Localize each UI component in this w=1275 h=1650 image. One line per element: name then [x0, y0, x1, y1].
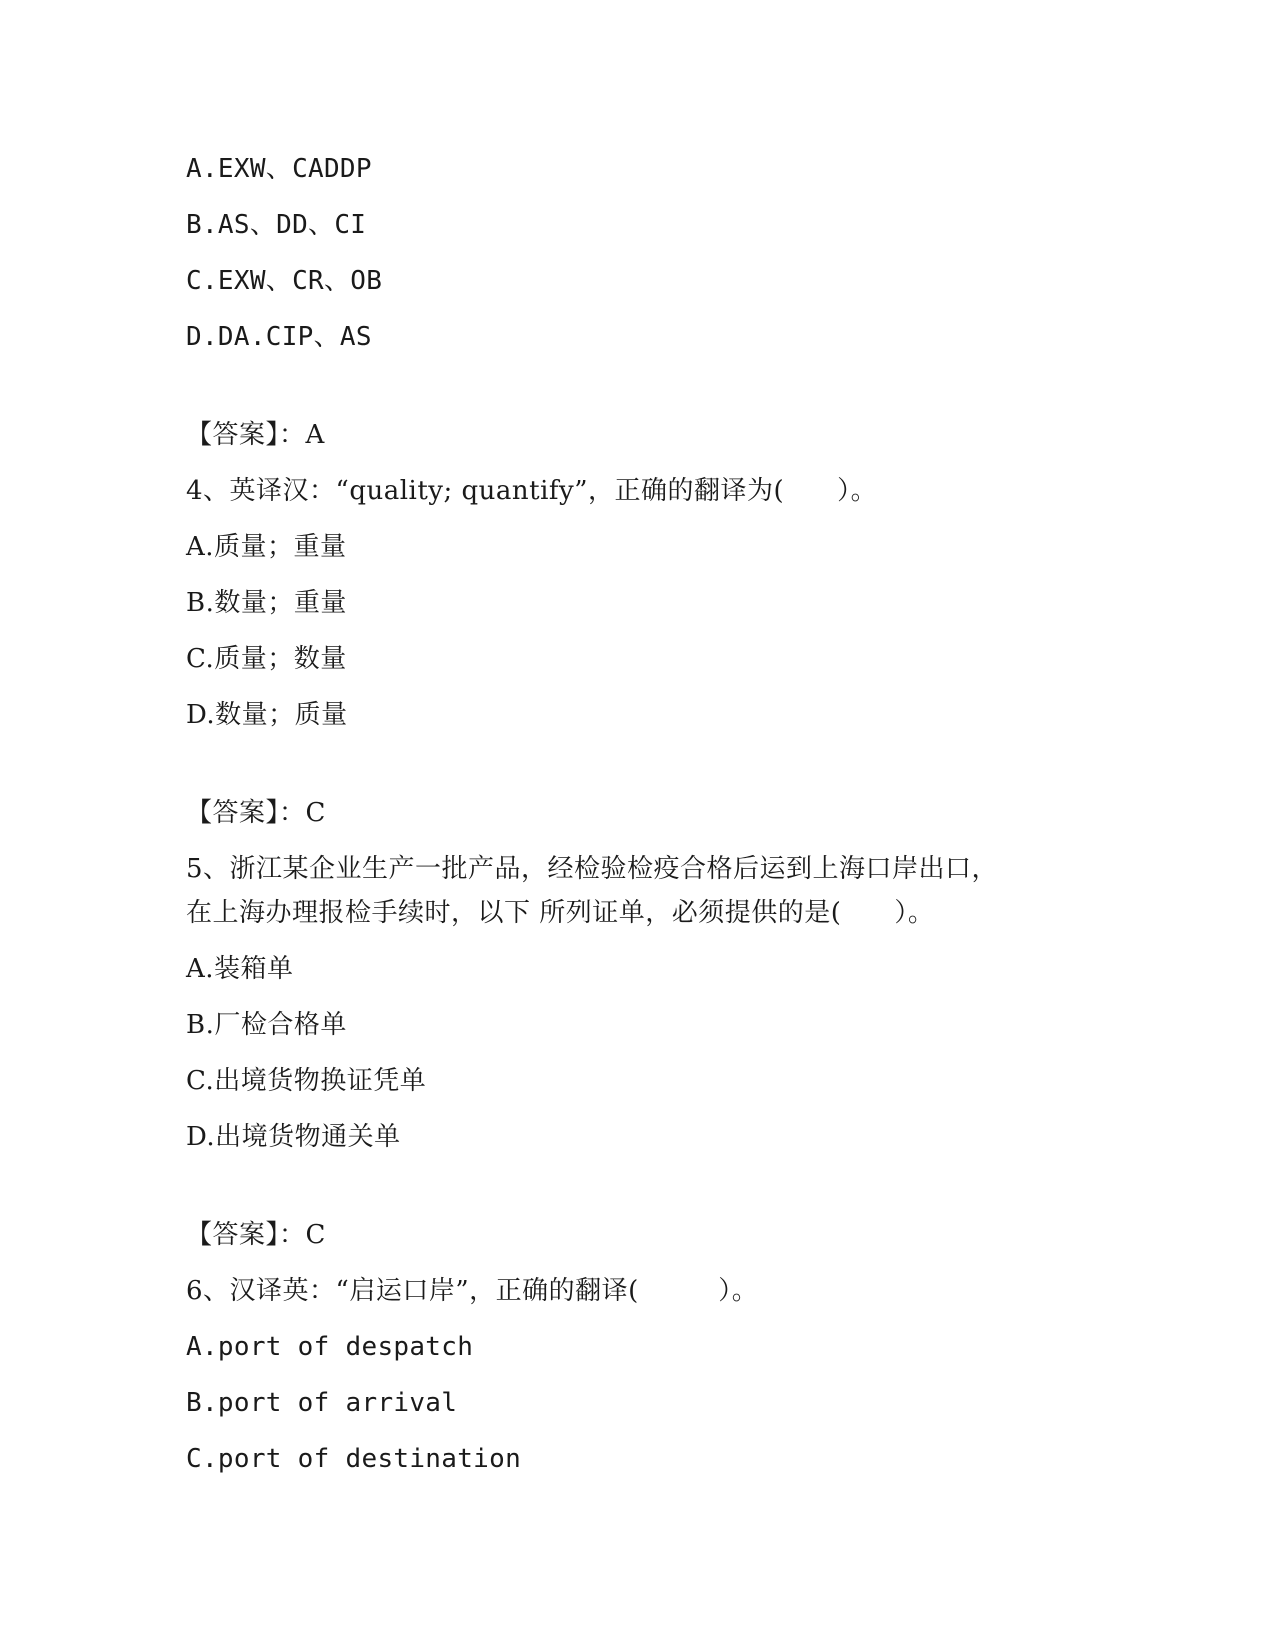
q5-option-d: D.出境货物通关单	[186, 1122, 401, 1152]
q5-option-b: B.厂检合格单	[186, 1010, 347, 1040]
q3-option-d: D.DA.CIP、AS	[186, 322, 372, 352]
q3-option-b: B.AS、DD、CI	[186, 210, 367, 240]
q6-option-a: A.port of despatch	[186, 1332, 474, 1362]
q4-answer: 【答案】：C	[186, 798, 326, 828]
q5-answer: 【答案】：C	[186, 1220, 326, 1250]
q4-option-c: C.质量；数量	[186, 644, 347, 674]
q3-answer: 【答案】：A	[186, 420, 325, 450]
q5-stem-line1: 5、浙江某企业生产一批产品，经检验检疫合格后运到上海口岸出口，	[186, 854, 999, 884]
q4-option-b: B.数量；重量	[186, 588, 347, 618]
q6-option-c: C.port of destination	[186, 1444, 522, 1474]
q5-option-c: C.出境货物换证凭单	[186, 1066, 427, 1096]
q3-option-a: A.EXW、CADDP	[186, 154, 372, 184]
q6-option-b: B.port of arrival	[186, 1388, 458, 1418]
q4-stem: 4、英译汉：“quality; quantify”，正确的翻译为( ）。	[186, 476, 878, 506]
q6-stem: 6、汉译英：“启运口岸”，正确的翻译( ）。	[186, 1276, 759, 1306]
q5-stem-line2: 在上海办理报检手续时，以下 所列证单，必须提供的是( ）。	[186, 898, 935, 928]
q4-option-d: D.数量；质量	[186, 700, 348, 730]
q4-option-a: A.质量；重量	[186, 532, 347, 562]
q5-option-a: A.装箱单	[186, 954, 294, 984]
q3-option-c: C.EXW、CR、OB	[186, 266, 383, 296]
